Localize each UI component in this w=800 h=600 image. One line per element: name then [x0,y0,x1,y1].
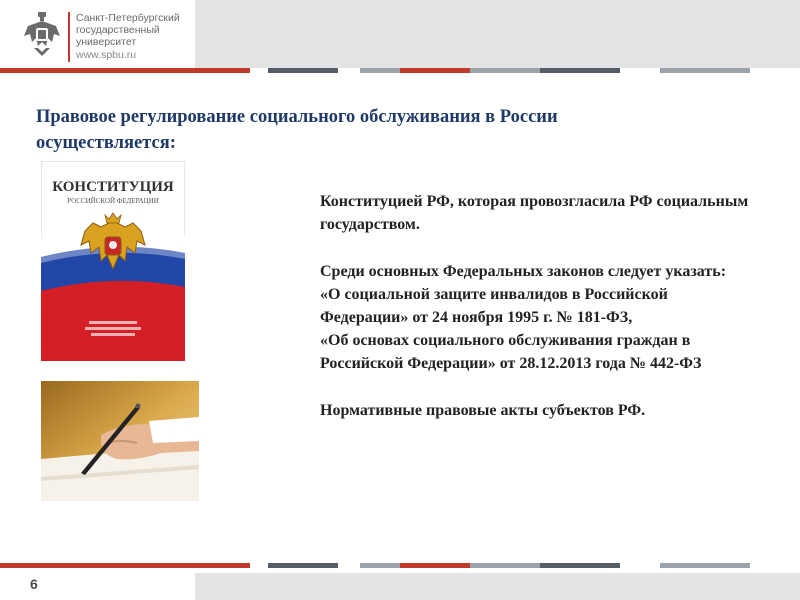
slide-title: Правовое регулирование социального обслуживания в России осуществляется: [36,107,558,153]
university-name [76,12,196,62]
footer-stripe-red [0,563,250,568]
header-stripe-grey [660,68,750,73]
university-url: www.spbu.ru [76,49,137,61]
content-text-block [320,190,760,422]
constitution-book-image [41,161,185,361]
footer-stripe-light [338,563,360,568]
paragraph-federal-laws-intro: Среди основных Федеральных законов следует указать: [320,263,727,280]
header-grey-band [195,0,800,68]
header-stripe-grey [360,68,400,73]
footer-stripe-light [620,563,660,568]
header-stripe-light [338,68,360,73]
logo-divider [68,12,70,62]
footer-stripe-dark [540,563,620,568]
paragraph-law-disabled-protection: «О социальной защите инвалидов в Российской Федерации» от 24 ноября 1995 г. № 181-ФЗ, [320,286,668,326]
footer-stripe-grey [470,563,540,568]
footer-stripe-red [400,563,470,568]
hand-writing-photo [41,381,199,501]
footer-stripe-light [250,563,268,568]
spbu-emblem-icon [22,12,62,60]
page-number: 6 [30,576,38,592]
university-name-line: университет [76,36,137,48]
university-name-line: Санкт-Петербургский [76,12,180,24]
constitution-subheading: РОССИЙСКОЙ ФЕДЕРАЦИИ [67,197,159,205]
header-stripe-light [250,68,268,73]
header-stripe-dark [268,68,338,73]
constitution-heading: КОНСТИТУЦИЯ [52,179,174,195]
header [0,0,800,72]
header-stripe-dark [540,68,620,73]
header-stripe-red [0,68,250,73]
footer-stripe-grey [660,563,750,568]
header-stripe-light [620,68,660,73]
paragraph-law-social-services: «Об основах социального обслуживания граждан в Российской Федерации» от 28.12.2013 года № 442-ФЗ [320,332,702,372]
paragraph-regional-acts: Нормативные правовые акты субъектов РФ. [320,402,646,419]
paragraph-constitution: Конституцией РФ, которая провозгласила РФ социальным государством. [320,193,749,233]
footer-stripe-grey [360,563,400,568]
footer-stripe-dark [268,563,338,568]
footer-grey-band [195,573,800,600]
header-stripe-red [400,68,470,73]
university-name-line: государственный [76,24,160,36]
header-stripe-grey [470,68,540,73]
